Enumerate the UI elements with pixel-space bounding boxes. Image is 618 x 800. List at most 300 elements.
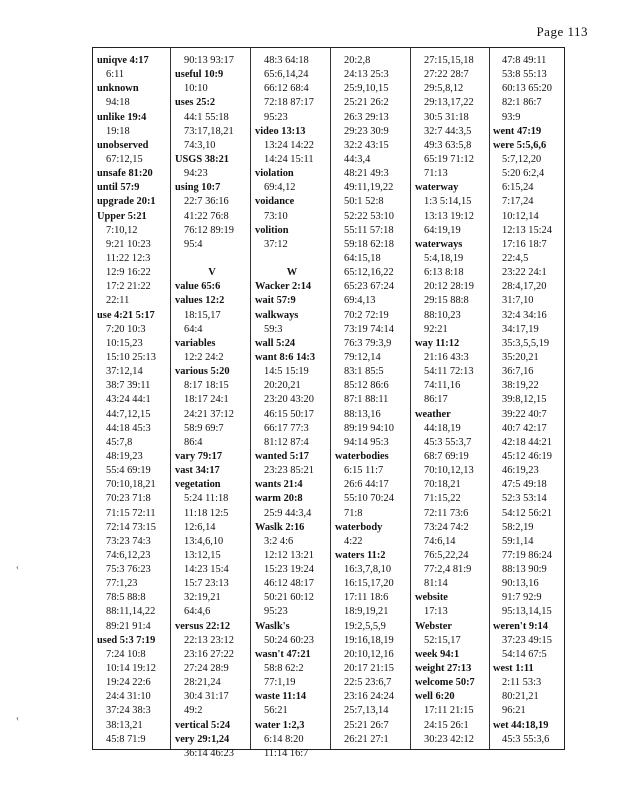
page-reference: 20:20,21 [264, 380, 301, 392]
index-term: went 47:19 [493, 125, 542, 137]
index-term: Wacker 2:14 [255, 281, 312, 293]
index-term: Upper 5:21 [97, 210, 147, 222]
page-reference: 88:11,14,22 [106, 606, 156, 618]
index-term: variables [175, 337, 216, 349]
page-reference: 92:21 [424, 323, 448, 335]
index-term: volition [255, 224, 289, 236]
page-reference: 64:15,18 [344, 252, 381, 264]
page-reference: 73:10 [264, 210, 288, 222]
page-reference: 19:18 [106, 125, 130, 137]
index-term: week 94:1 [415, 648, 460, 660]
page-reference: 44:7,12,15 [106, 408, 151, 420]
page-reference: 23:22 24:1 [502, 267, 547, 279]
page-reference: 7:17,24 [502, 196, 534, 208]
page-reference: 38:19,22 [502, 380, 539, 392]
page-reference: 23:20 43:20 [264, 394, 314, 406]
page-reference: 73:17,18,21 [184, 125, 234, 137]
index-term: waterway [415, 182, 459, 194]
index-term: weight 27:13 [415, 663, 472, 675]
page-reference: 17:11 18:6 [344, 592, 389, 604]
page-reference: 71:15 72:11 [106, 507, 156, 519]
page-reference: 81:14 [424, 578, 448, 590]
index-term: unknown [97, 83, 139, 95]
index-term: upgrade 20:1 [97, 196, 156, 208]
page-reference: 88:13 90:9 [502, 564, 547, 576]
page-reference: 78:5 88:8 [106, 592, 146, 604]
page-reference: 32:19,21 [184, 592, 221, 604]
page-reference: 41:22 76:8 [184, 210, 229, 222]
page-reference: 64:4 [184, 323, 203, 335]
page-reference: 89:21 91:4 [106, 620, 151, 632]
page-reference: 95:4 [184, 238, 203, 250]
page-reference: 28:4,17,20 [502, 281, 547, 293]
page-reference: 25:9 44:3,4 [264, 507, 312, 519]
page-reference: 20:12 28:19 [424, 281, 474, 293]
page-reference: 7:20 10:3 [106, 323, 146, 335]
page-reference: 94:23 [184, 168, 208, 180]
index-term: walkways [255, 309, 299, 321]
page-reference: 3:2 4:6 [264, 535, 294, 547]
page-reference: 46:15 50:17 [264, 408, 314, 420]
index-term: value 65:6 [175, 281, 221, 293]
page-reference: 10:10 [184, 83, 208, 95]
page-reference: 19:16,18,19 [344, 634, 394, 646]
page-reference: 20:2,8 [344, 55, 371, 66]
page-reference: 60:13 65:20 [502, 83, 552, 95]
page-reference: 48:19,23 [106, 450, 143, 462]
index-term: uniqve 4:17 [97, 55, 149, 66]
page-reference: 30:5 31:18 [424, 111, 469, 123]
page-reference: 22:4,5 [502, 252, 529, 264]
page-reference: 94:14 95:3 [344, 436, 389, 448]
page-reference: 39:22 40:7 [502, 408, 547, 420]
page-reference: 30:4 31:17 [184, 691, 229, 703]
index-term: uses 25:2 [175, 97, 216, 109]
page-reference: 69:4,12 [264, 182, 296, 194]
page-reference: 20:17 21:15 [344, 663, 394, 675]
index-term: want 8:6 14:3 [255, 351, 316, 363]
index-term: used 5:3 7:19 [97, 634, 156, 646]
page-reference: 16:15,17,20 [344, 578, 394, 590]
page-reference: 56:21 [264, 705, 288, 717]
page-reference: 20:10,12,16 [344, 648, 394, 660]
index-term: warm 20:8 [255, 493, 303, 505]
index-term: Webster [415, 620, 452, 632]
page-reference: 2:11 53:3 [502, 677, 542, 689]
page-reference: 71:15,22 [424, 493, 461, 505]
page-reference: 79:12,14 [344, 351, 381, 363]
page-reference [255, 252, 329, 266]
index-term: were 5:5,6,6 [493, 139, 547, 151]
page-reference: 23:23 85:21 [264, 465, 314, 477]
index-column [335, 54, 409, 747]
page-reference: 13:24 14:22 [264, 139, 314, 151]
index-term: vertical 5:24 [175, 719, 231, 731]
page-reference: 74:11,16 [424, 380, 461, 392]
page-reference: 37:12,14 [106, 366, 143, 378]
page-reference [175, 252, 249, 266]
page-reference: 68:7 69:19 [424, 450, 469, 462]
page-reference: 77:1,19 [264, 677, 296, 689]
page-reference: 90:13 93:17 [184, 55, 234, 66]
page-reference: 16:3,7,8,10 [344, 564, 392, 576]
page-reference: 1:3 5:14,15 [424, 196, 472, 208]
page-reference: 50:24 60:23 [264, 634, 314, 646]
page-reference: 65:19 71:12 [424, 153, 474, 165]
page-reference: 26:3 29:13 [344, 111, 389, 123]
column-divider [170, 48, 171, 749]
page-reference: 93:9 [502, 111, 521, 123]
index-term: well 6:20 [415, 691, 455, 703]
page-reference: 44:1 55:18 [184, 111, 229, 123]
page-reference: 44:18,19 [424, 422, 461, 434]
column-divider [250, 48, 251, 749]
page-reference: 52:3 53:14 [502, 493, 547, 505]
page-reference: 45:3 55:3,7 [424, 436, 472, 448]
page-reference: 32:7 44:3,5 [424, 125, 472, 137]
page-reference: 25:9,10,15 [344, 83, 389, 95]
page-reference: 58:8 62:2 [264, 663, 304, 675]
page-reference: 37:23 49:15 [502, 634, 552, 646]
page-reference: 90:13,16 [502, 578, 539, 590]
page-reference: 38:7 39:11 [106, 380, 151, 392]
page-reference: 70:10,18,21 [106, 479, 156, 491]
page-reference: 4:22 [344, 535, 363, 547]
page-reference: 88:13,16 [344, 408, 381, 420]
page-reference: 91:7 92:9 [502, 592, 542, 604]
page-reference: 96:21 [502, 705, 526, 717]
index-term: wait 57:9 [255, 295, 296, 307]
page-reference: 42:18 44:21 [502, 436, 552, 448]
page-reference: 39:8,12,15 [502, 394, 547, 406]
page-reference: 95:13,14,15 [502, 606, 552, 618]
index-term: wants 21:4 [255, 479, 303, 491]
page-reference: 5:20 6:2,4 [502, 168, 545, 180]
page-reference: 9:21 10:23 [106, 238, 151, 250]
page-reference: 54:11 72:13 [424, 366, 474, 378]
index-term: using 10:7 [175, 182, 221, 194]
page-reference: 87:1 88:11 [344, 394, 389, 406]
page-reference: 52:15,17 [424, 634, 461, 646]
page-reference: 18:9,19,21 [344, 606, 389, 618]
index-term: useful 10:9 [175, 69, 224, 81]
page-reference: 37:12 [264, 238, 288, 250]
page-reference: 64:4,6 [184, 606, 211, 618]
page-reference: 88:10,23 [424, 309, 461, 321]
page-reference: 5:7,12,20 [502, 153, 542, 165]
page-reference: 8:17 18:15 [184, 380, 229, 392]
page-reference: 40:7 42:17 [502, 422, 547, 434]
index-term: very 29:1,24 [175, 733, 230, 745]
page-reference: 50:1 52:8 [344, 196, 384, 208]
page-reference: 53:8 55:13 [502, 69, 547, 81]
page-reference: 17:13 [424, 606, 448, 618]
page-reference: 6:11 [106, 69, 125, 81]
page-reference: 17:16 18:7 [502, 238, 547, 250]
page-reference: 26:6 44:17 [344, 479, 389, 491]
index-term: weren't 9:14 [493, 620, 548, 632]
page-reference: 76:5,22,24 [424, 549, 469, 561]
page-reference: 71:13 [424, 168, 448, 180]
index-term: waterbodies [335, 450, 389, 462]
page-reference: 34:17,19 [502, 323, 539, 335]
page-reference: 66:17 77:3 [264, 422, 309, 434]
page-reference: 72:18 87:17 [264, 97, 314, 109]
page-reference: 22:11 [106, 295, 130, 307]
page-reference: 12:9 16:22 [106, 267, 151, 279]
index-term: wet 44:18,19 [493, 719, 549, 731]
page-reference: 15:23 19:24 [264, 564, 314, 576]
page-reference: 22:5 23:6,7 [344, 677, 392, 689]
index-term: use 4:21 5:17 [97, 309, 155, 321]
page-reference: 45:3 55:3,6 [502, 733, 550, 745]
index-term: vegetation [175, 479, 221, 491]
page-reference: 52:22 53:10 [344, 210, 394, 222]
index-term: weather [415, 408, 451, 420]
index-term: Waslk 2:16 [255, 521, 305, 533]
index-term: Waslk's [255, 620, 290, 632]
page-reference: 77:19 86:24 [502, 549, 552, 561]
index-term: west 1:11 [493, 663, 534, 675]
page-reference: 5:4,18,19 [424, 252, 464, 264]
page-reference: 18:15,17 [184, 309, 221, 321]
page-reference: 10:12,14 [502, 210, 539, 222]
page-reference: 32:4 34:16 [502, 309, 547, 321]
page-reference: 14:24 15:11 [264, 153, 314, 165]
page-reference: 24:4 31:10 [106, 691, 151, 703]
page-reference: 31:7,10 [502, 295, 534, 307]
page-reference: 55:10 70:24 [344, 493, 394, 505]
page-reference: 35:20,21 [502, 351, 539, 363]
index-table [92, 47, 565, 759]
page-reference: 6:13 8:18 [424, 267, 464, 279]
page-reference: 11:14 16:7 [264, 747, 309, 759]
index-term: welcome 50:7 [415, 677, 475, 689]
page-reference: 14:23 15:4 [184, 564, 229, 576]
page-reference: 72:11 73:6 [424, 507, 469, 519]
page-reference: 26:21 27:1 [344, 733, 389, 745]
margin-mark: ‹ [16, 562, 19, 572]
page-reference: 59:3 [264, 323, 283, 335]
page-reference: 55:11 57:18 [344, 224, 394, 236]
page-reference: 25:21 26:2 [344, 97, 389, 109]
page-reference: 11:18 12:5 [184, 507, 229, 519]
page-reference: 19:24 22:6 [106, 677, 151, 689]
page-reference: 22:7 36:16 [184, 196, 229, 208]
page-reference: 48:21 49:3 [344, 168, 389, 180]
index-term: water 1:2,3 [255, 719, 305, 731]
page-reference: 6:14 8:20 [264, 733, 304, 745]
page-reference: 38:13,21 [106, 719, 143, 731]
index-column [255, 54, 329, 761]
page-reference: 7:24 10:8 [106, 648, 146, 660]
page-reference: 76:12 89:19 [184, 224, 234, 236]
page-reference: 12:6,14 [184, 521, 216, 533]
page-reference: 82:1 86:7 [502, 97, 542, 109]
index-term: wall 5:24 [255, 337, 296, 349]
page-reference: 24:13 25:3 [344, 69, 389, 81]
page-reference: 80:21,21 [502, 691, 539, 703]
page-reference: 74:6,12,23 [106, 549, 151, 561]
index-term: way 11:12 [415, 337, 460, 349]
page-reference: 27:15,15,18 [424, 55, 474, 66]
page-reference: 36:14 46:23 [184, 747, 234, 759]
page-reference: 19:2,5,5,9 [344, 620, 386, 632]
page-reference: 13:4,6,10 [184, 535, 224, 547]
index-term: unsafe 81:20 [97, 168, 153, 180]
page-reference: 14:5 15:19 [264, 366, 309, 378]
page-reference: 45:8 71:9 [106, 733, 146, 745]
page-reference: 25:7,13,14 [344, 705, 389, 717]
index-term: wasn't 47:21 [255, 648, 311, 660]
page-reference: 47:5 49:18 [502, 479, 547, 491]
page-reference: 70:2 72:19 [344, 309, 389, 321]
page-reference: 35:3,5,5,19 [502, 337, 550, 349]
page-reference: 12:13 15:24 [502, 224, 552, 236]
page-reference: 44:18 45:3 [106, 422, 151, 434]
page-reference: 12:2 24:2 [184, 351, 224, 363]
page-reference: 6:15 11:7 [344, 465, 384, 477]
page-reference: 27:22 28:7 [424, 69, 469, 81]
page-reference: 21:16 43:3 [424, 351, 469, 363]
page-reference: 50:21 60:12 [264, 592, 314, 604]
page-reference: 65:6,14,24 [264, 69, 309, 81]
page-reference: 49:2 [184, 705, 203, 717]
page-reference: 17:2 21:22 [106, 281, 151, 293]
page-reference: 86:4 [184, 436, 203, 448]
column-divider [330, 48, 331, 749]
page-reference: 75:3 76:23 [106, 564, 151, 576]
page-reference: 49:3 63:5,8 [424, 139, 472, 151]
page-reference: 65:12,16,22 [344, 267, 394, 279]
index-term: violation [255, 168, 294, 180]
index-term: USGS 38:21 [175, 153, 229, 165]
column-divider [489, 48, 490, 749]
index-term: waterways [415, 238, 463, 250]
letter-heading: V [208, 267, 216, 279]
page-reference: 24:15 26:1 [424, 719, 469, 731]
index-term: vast 34:17 [175, 465, 220, 477]
page-reference: 73:19 74:14 [344, 323, 394, 335]
page-reference: 44:3,4 [344, 153, 371, 165]
index-term: vary 79:17 [175, 450, 223, 462]
page-reference: 59:18 62:18 [344, 238, 394, 250]
page-reference: 17:11 21:15 [424, 705, 474, 717]
page-reference: 70:23 71:8 [106, 493, 151, 505]
page-reference: 70:10,12,13 [424, 465, 474, 477]
index-term: unlike 19:4 [97, 111, 147, 123]
index-term: unobserved [97, 139, 149, 151]
page-reference: 73:23 74:3 [106, 535, 151, 547]
page-reference: 81:12 87:4 [264, 436, 309, 448]
page-reference: 11:22 12:3 [106, 252, 151, 264]
index-term: values 12:2 [175, 295, 225, 307]
page-reference: 49:11,19,22 [344, 182, 394, 194]
page-reference: 77:1,23 [106, 578, 138, 590]
page-reference: 73:24 74:2 [424, 521, 469, 533]
page-reference: 85:12 86:6 [344, 380, 389, 392]
page-reference: 15:7 23:13 [184, 578, 229, 590]
page-reference: 94:18 [106, 97, 130, 109]
index-column [493, 54, 565, 747]
page-reference: 32:2 43:15 [344, 139, 389, 151]
page-reference: 10:15,23 [106, 337, 143, 349]
page-reference: 95:23 [264, 606, 288, 618]
index-column [175, 54, 249, 761]
column-divider [410, 48, 411, 749]
page-reference: 37:24 38:3 [106, 705, 151, 717]
page-reference: 54:14 67:5 [502, 648, 547, 660]
page-reference: 74:3,10 [184, 139, 216, 151]
page-number: Page 113 [536, 24, 588, 39]
page-reference: 71:8 [344, 507, 363, 519]
index-term: voidance [255, 196, 295, 208]
page-reference: 15:10 25:13 [106, 351, 156, 363]
page-reference: 58:9 69:7 [184, 422, 224, 434]
page-reference: 95:23 [264, 111, 288, 123]
page-reference: 59:1,14 [502, 535, 534, 547]
page-reference: 29:13,17,22 [424, 97, 474, 109]
page-reference: 12:12 13:21 [264, 549, 314, 561]
page-reference: 45:7,8 [106, 436, 133, 448]
page-reference: 46:19,23 [502, 465, 539, 477]
page-reference: 58:2,19 [502, 521, 534, 533]
page-reference: 77:2,4 81:9 [424, 564, 472, 576]
page-reference: 69:4,13 [344, 295, 376, 307]
index-term: versus 22:12 [175, 620, 231, 632]
index-term: video 13:13 [255, 125, 306, 137]
page-reference: 5:24 11:18 [184, 493, 229, 505]
page-reference: 83:1 85:5 [344, 366, 384, 378]
page-reference: 36:7,16 [502, 366, 534, 378]
page-reference: 30:23 42:12 [424, 733, 474, 745]
page-reference: 89:19 94:10 [344, 422, 394, 434]
page-reference: 25:21 26:7 [344, 719, 389, 731]
page-reference: 76:3 79:3,9 [344, 337, 392, 349]
page-reference: 22:13 23:12 [184, 634, 234, 646]
index-term: until 57:9 [97, 182, 140, 194]
index-term: wanted 5:17 [255, 450, 309, 462]
page-reference: 24:21 37:12 [184, 408, 234, 420]
page-reference: 72:14 73:15 [106, 521, 156, 533]
index-column [415, 54, 488, 747]
page-reference: 66:12 68:4 [264, 83, 309, 95]
index-term: various 5:20 [175, 366, 230, 378]
index-term: waste 11:14 [255, 691, 307, 703]
page-reference: 86:17 [424, 394, 448, 406]
page-reference: 13:13 19:12 [424, 210, 474, 222]
index-term: waters 11:2 [335, 549, 386, 561]
page-reference: 23:16 24:24 [344, 691, 394, 703]
page-reference: 43:24 44:1 [106, 394, 151, 406]
index-term: website [415, 592, 448, 604]
page-reference: 65:23 67:24 [344, 281, 394, 293]
page-reference: 48:3 64:18 [264, 55, 309, 66]
page-reference: 27:24 28:9 [184, 663, 229, 675]
page-reference: 74:6,14 [424, 535, 456, 547]
page-reference: 18:17 24:1 [184, 394, 229, 406]
page-reference: 67:12,15 [106, 153, 143, 165]
page-reference: 46:12 48:17 [264, 578, 314, 590]
page-reference: 10:14 19:12 [106, 663, 156, 675]
page-reference: 7:10,12 [106, 224, 138, 236]
page-reference: 47:8 49:11 [502, 55, 547, 66]
page-reference: 23:16 27:22 [184, 648, 234, 660]
page-reference: 6:15,24 [502, 182, 534, 194]
page-reference: 29:15 88:8 [424, 295, 469, 307]
page-reference: 29:5,8,12 [424, 83, 464, 95]
index-column [97, 54, 169, 747]
